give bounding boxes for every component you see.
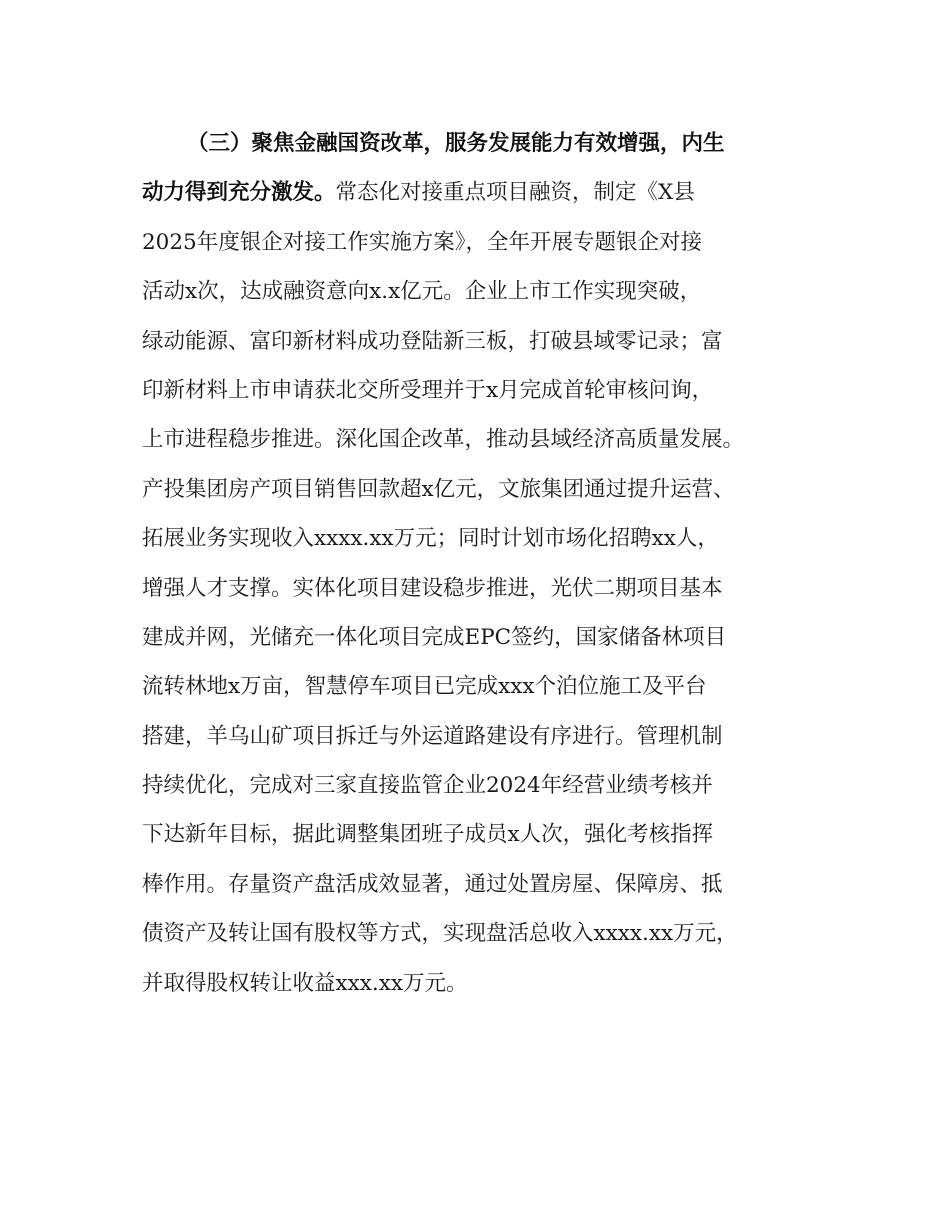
paragraph-line-15: 下达新年目标，据此调整集团班子成员x人次，强化考核指挥	[142, 822, 714, 848]
paragraph-line-9: 拓展业务实现收入xxxx.xx万元；同时计划市场化招聘xx人，	[142, 526, 719, 552]
paragraph-line-12: 流转林地x万亩，智慧停车项目已完成xxx个泊位施工及平台	[142, 674, 707, 700]
paragraph-line-7: 上市进程稳步推进。深化国企改革，推动县域经济高质量发展。	[142, 427, 745, 453]
paragraph-line-17: 债资产及转让国有股权等方式，实现盘活总收入xxxx.xx万元，	[142, 921, 738, 947]
paragraph-line-14: 持续优化，完成对三家直接监管企业2024年经营业绩考核并	[142, 773, 713, 799]
paragraph-line-18: 并取得股权转让收益xxx.xx万元。	[142, 970, 468, 996]
paragraph-line-16: 棒作用。存量资产盘活成效显著，通过处置房屋、保障房、抵	[142, 871, 723, 897]
section-heading-part2: 动力得到充分激发。	[142, 180, 336, 206]
paragraph-line-3: 2025年度银企对接工作实施方案》，全年开展专题银企对接	[142, 229, 702, 255]
paragraph-line-2-text: 常态化对接重点项目融资，制定《X县	[335, 180, 695, 206]
paragraph-line-8: 产投集团房产项目销售回款超x亿元，文旅集团通过提升运营、	[142, 476, 735, 502]
paragraph-line-10: 增强人才支撑。实体化项目建设稳步推进，光伏二期项目基本	[142, 575, 723, 601]
paragraph-line-13: 搭建，羊乌山矿项目拆迁与外运道路建设有序进行。管理机制	[142, 723, 723, 749]
paragraph-line-6: 印新材料上市申请获北交所受理并于x月完成首轮审核问询，	[142, 377, 714, 403]
paragraph-line-4: 活动x次，达成融资意向x.x亿元。企业上市工作实现突破，	[142, 279, 702, 305]
paragraph-line-11: 建成并网，光储充一体化项目完成EPC签约，国家储备林项目	[142, 624, 727, 650]
section-paragraph	[142, 119, 822, 1008]
paragraph-line-1	[142, 119, 822, 168]
paragraph-line-2	[142, 168, 822, 217]
paragraph-line-5: 绿动能源、富印新材料成功登陆新三板，打破县域零记录；富	[142, 328, 723, 354]
section-heading-part1: （三）聚焦金融国资改革，服务发展能力有效增强，内生	[187, 131, 725, 156]
